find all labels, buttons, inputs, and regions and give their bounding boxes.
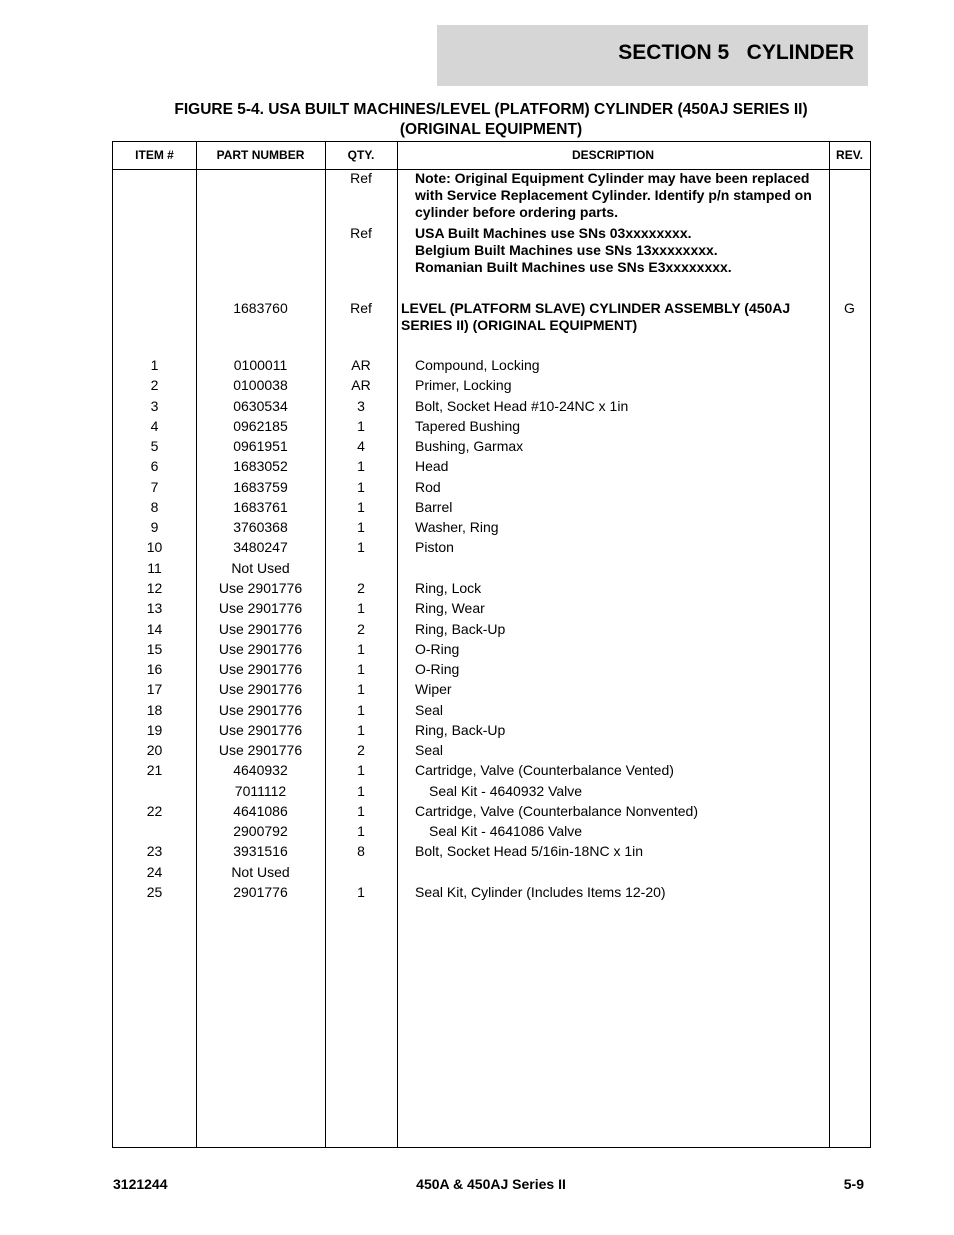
item-number-cell: 5 [150, 438, 159, 454]
item-number-cell: 21 [146, 762, 163, 778]
description-cell: Seal Kit - 4641086 Valve [429, 823, 583, 839]
rev-cell: G [844, 300, 855, 316]
note-line: with Service Replacement Cylinder. Identify p/n stamped on [415, 187, 812, 203]
item-number-cell: 18 [146, 702, 163, 718]
item-number-cell: 13 [146, 600, 163, 616]
part-number-cell: 0100038 [233, 377, 288, 393]
item-number-cell: 22 [146, 803, 163, 819]
note-line: USA Built Machines use SNs 03xxxxxxxx. [415, 225, 692, 241]
qty-cell: 3 [357, 398, 365, 414]
note-line: Belgium Built Machines use SNs 13xxxxxxxx. [415, 242, 718, 258]
description-cell: Head [415, 458, 449, 474]
description-cell: Ring, Lock [415, 580, 482, 596]
item-number-cell: 2 [150, 377, 159, 393]
part-number-cell: 4641086 [233, 803, 288, 819]
qty-cell: 2 [357, 621, 365, 637]
item-number-cell: 12 [146, 580, 163, 596]
description-cell: Seal Kit, Cylinder (Includes Items 12-20) [415, 884, 666, 900]
qty-cell: 1 [357, 458, 365, 474]
item-number-cell: 8 [150, 499, 159, 515]
part-number-cell: Use 2901776 [218, 621, 303, 637]
qty-cell: Ref [350, 170, 372, 186]
item-number-cell: 3 [150, 398, 159, 414]
item-number-cell: 24 [146, 864, 163, 880]
description-cell: Primer, Locking [415, 377, 512, 393]
item-number-cell: 16 [146, 661, 163, 677]
header-part-number: PART NUMBER [216, 148, 305, 162]
description-cell: Tapered Bushing [415, 418, 521, 434]
qty-cell: 1 [357, 722, 365, 738]
part-number-cell: 1683759 [233, 479, 288, 495]
part-number-cell: Not Used [231, 560, 290, 576]
description-cell: Ring, Wear [415, 600, 485, 616]
figure-title-line-2: (ORIGINAL EQUIPMENT) [399, 121, 583, 138]
part-number-cell: 3480247 [233, 539, 288, 555]
description-cell: Bolt, Socket Head #10-24NC x 1in [415, 398, 629, 414]
qty-cell: 1 [357, 681, 365, 697]
item-number-cell: 1 [150, 357, 159, 373]
qty-cell: 1 [357, 783, 365, 799]
description-cell: Bushing, Garmax [415, 438, 524, 454]
qty-cell: 1 [357, 479, 365, 495]
footer-model: 450A & 450AJ Series II [416, 1176, 566, 1192]
figure-title [113, 100, 869, 140]
qty-cell: 2 [357, 742, 365, 758]
description-cell: Washer, Ring [415, 519, 499, 535]
qty-cell: Ref [350, 225, 372, 241]
description-cell: Seal Kit - 4640932 Valve [429, 783, 583, 799]
part-number-cell: Use 2901776 [218, 641, 303, 657]
description-cell: O-Ring [415, 661, 460, 677]
part-number-cell: 0962185 [233, 418, 288, 434]
part-number-cell: 7011112 [234, 783, 287, 799]
part-number-cell: Use 2901776 [218, 600, 303, 616]
part-number-cell: Use 2901776 [218, 702, 303, 718]
description-cell: Seal [415, 742, 444, 758]
part-number-cell: 1683052 [233, 458, 288, 474]
part-number-cell: 0961951 [233, 438, 288, 454]
item-number-cell: 23 [146, 843, 163, 859]
footer-doc-number: 3121244 [113, 1176, 168, 1192]
qty-cell: 1 [357, 539, 365, 555]
qty-cell: 1 [357, 884, 365, 900]
qty-cell: 1 [357, 641, 365, 657]
item-number-cell: 25 [146, 884, 163, 900]
description-cell: Wiper [415, 681, 452, 697]
note-text [397, 170, 847, 221]
part-number-cell: 0630534 [233, 398, 288, 414]
qty-cell: Ref [350, 300, 372, 316]
note-line: Note: Original Equipment Cylinder may have been replaced [415, 170, 810, 186]
part-number-cell: Use 2901776 [218, 722, 303, 738]
description-cell: Ring, Back-Up [415, 722, 506, 738]
note-line: Romanian Built Machines use SNs E3xxxxxxxx. [415, 259, 732, 275]
qty-cell: AR [351, 357, 371, 373]
part-number-cell: 2900792 [233, 823, 288, 839]
item-number-cell: 6 [150, 458, 159, 474]
item-number-cell: 4 [150, 418, 159, 434]
qty-cell: 1 [357, 519, 365, 535]
part-number-cell: Use 2901776 [218, 742, 303, 758]
description-cell: Compound, Locking [415, 357, 540, 373]
item-number-cell: 14 [146, 621, 163, 637]
section-header [437, 25, 868, 86]
qty-cell: AR [351, 377, 371, 393]
note-text [397, 225, 847, 276]
header-qty: QTY. [347, 148, 375, 162]
description-cell: Piston [415, 539, 454, 555]
item-number-cell: 11 [147, 560, 162, 576]
part-number-cell: 1683760 [233, 300, 288, 316]
note-line: cylinder before ordering parts. [415, 204, 619, 220]
description-cell: Seal [415, 702, 444, 718]
qty-cell: 1 [357, 418, 365, 434]
qty-cell: 2 [357, 580, 365, 596]
item-number-cell: 9 [150, 519, 159, 535]
part-number-cell: Use 2901776 [218, 580, 303, 596]
part-number-cell: 4640932 [233, 762, 288, 778]
item-number-cell: 7 [150, 479, 159, 495]
part-number-cell: Use 2901776 [218, 661, 303, 677]
item-number-cell: 15 [146, 641, 163, 657]
description-cell: Cartridge, Valve (Counterbalance Vented) [415, 762, 674, 778]
qty-cell: 1 [357, 823, 365, 839]
part-number-cell: Not Used [231, 864, 290, 880]
part-number-cell: 2901776 [233, 884, 288, 900]
part-number-cell: 0100011 [233, 357, 288, 373]
item-number-cell: 20 [146, 742, 163, 758]
qty-cell: 1 [357, 499, 365, 515]
part-number-cell: 1683761 [233, 499, 288, 515]
qty-cell: 1 [357, 600, 365, 616]
assembly-line: LEVEL (PLATFORM SLAVE) CYLINDER ASSEMBLY (450AJ [401, 300, 791, 316]
description-cell: O-Ring [415, 641, 460, 657]
part-number-cell: Use 2901776 [218, 681, 303, 697]
item-number-cell: 10 [146, 539, 163, 555]
item-number-cell: 19 [146, 722, 163, 738]
qty-cell: 1 [357, 762, 365, 778]
qty-cell: 1 [357, 803, 365, 819]
header-description: DESCRIPTION [571, 148, 654, 162]
item-number-cell: 17 [146, 681, 163, 697]
description-cell: Barrel [415, 499, 453, 515]
qty-cell: 1 [357, 661, 365, 677]
assembly-line: SERIES II) (ORIGINAL EQUIPMENT) [401, 317, 638, 333]
qty-cell: 8 [357, 843, 365, 859]
description-cell: Cartridge, Valve (Counterbalance Nonvented) [415, 803, 699, 819]
parts-table [112, 141, 871, 1148]
qty-cell: 1 [357, 702, 365, 718]
description-cell: Rod [415, 479, 441, 495]
section-title: SECTION 5 CYLINDER [618, 41, 854, 64]
qty-cell: 4 [357, 438, 365, 454]
header-item: ITEM # [135, 148, 174, 162]
footer-page-number: 5-9 [843, 1176, 864, 1192]
figure-title-line-1: FIGURE 5-4. USA BUILT MACHINES/LEVEL (PLATFORM) CYLINDER (450AJ SERIES II) [174, 101, 808, 118]
part-number-cell: 3760368 [233, 519, 288, 535]
header-rev: REV. [836, 148, 863, 162]
description-cell: Bolt, Socket Head 5/16in-18NC x 1in [415, 843, 644, 859]
assembly-description [397, 300, 833, 334]
part-number-cell: 3931516 [233, 843, 288, 859]
description-cell: Ring, Back-Up [415, 621, 506, 637]
